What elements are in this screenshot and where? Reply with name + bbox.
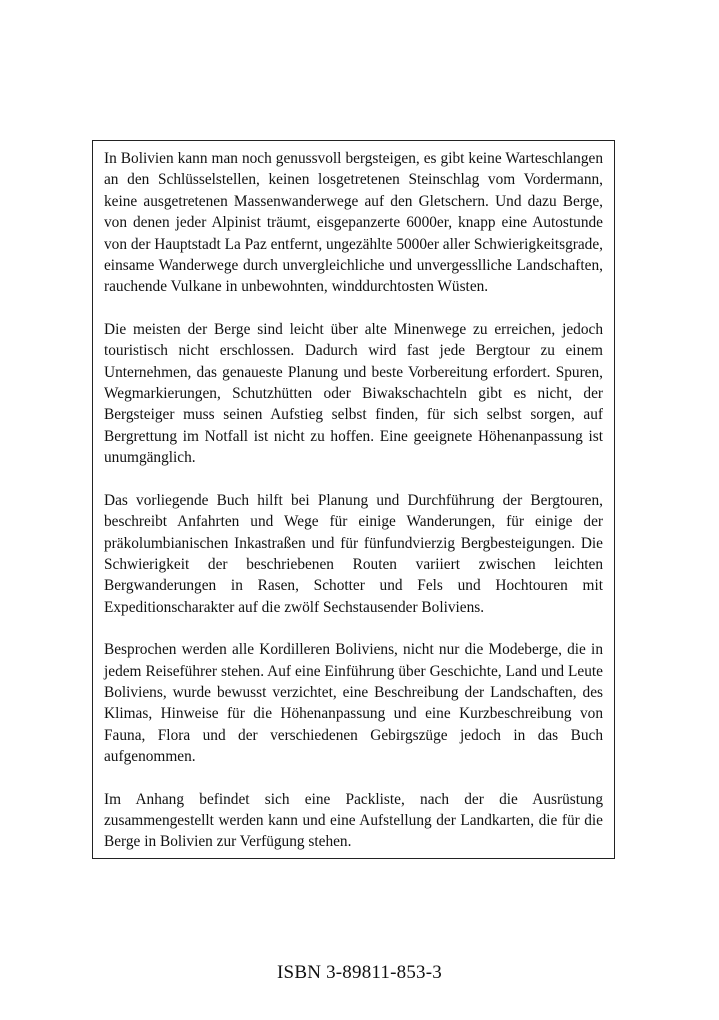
isbn-label: ISBN 3-89811-853-3	[277, 962, 442, 983]
paragraph-intro: In Bolivien kann man noch genussvoll bergsteigen, es gibt keine Warteschlangen an den Schlüsselstellen, keinen losgetretenen Steinschlag vom Vordermann, keine ausgetretenen Massenwanderwege auf den Gletschern. Und dazu Berge, von denen jeder Alpinist träumt, eisgepanzerte 6000er, knapp eine Autostunde von der Hauptstadt La Paz entfernt, ungezählte 5000er aller Schwierigkeitsgrade, einsame Wanderwege durch unvergleichliche und unvergesslliche Landschaften, rauchende Vulkane in unbewohnten, winddurchtosten Wüsten.	[104, 150, 603, 296]
paragraph-cordilleras: Besprochen werden alle Kordilleren Boliviens, nicht nur die Modeberge, die in jedem Reiseführer stehen. Auf eine Einführung über Geschichte, Land und Leute Boliviens, wurde bewusst verzichtet, eine Beschreibung der Landschaften, des Klimas, Hinweise für die Höhenanpassung und eine Kurzbeschreibung von Fauna, Flora und der verschiedenen Gebirgszüge jedoch in das Buch aufgenommen.	[104, 641, 603, 766]
paragraph-book-content: Das vorliegende Buch hilft bei Planung und Durchführung der Bergtouren, beschreibt Anfahrten und Wege für einige Wanderungen, für einige der präkolumbianischen Inkastraßen und für fünfundvierzig Bergbesteigungen. Die Schwierigkeit der beschriebenen Routen variiert zwischen leichten Bergwanderungen in Rasen, Schotter und Fels und Hochtouren mit Expeditionscharakter auf die zwölf Sechstausender Boliviens.	[104, 491, 603, 616]
description-box	[92, 140, 615, 859]
paragraph-appendix: Im Anhang befindet sich eine Packliste, nach der die Ausrüstung zusammengestellt werden kann und eine Aufstellung der Landkarten, die für die Berge in Bolivien zur Verfügung stehen.	[104, 790, 603, 851]
paragraph-access: Die meisten der Berge sind leicht über alte Minenwege zu erreichen, jedoch touristisch nicht erschlossen. Dadurch wird fast jede Bergtour zu einem Unternehmen, das genaueste Planung und beste Vorbereitung erfordert. Spuren, Wegmarkierungen, Schutzhütten oder Biwakschachteln gibt es nicht, der Bergsteiger muss seinen Aufstieg selbst finden, für sich selbst sorgen, auf Bergrettung im Notfall ist nicht zu hoffen. Eine geeignete Höhenanpassung ist unumgänglich.	[104, 320, 603, 467]
